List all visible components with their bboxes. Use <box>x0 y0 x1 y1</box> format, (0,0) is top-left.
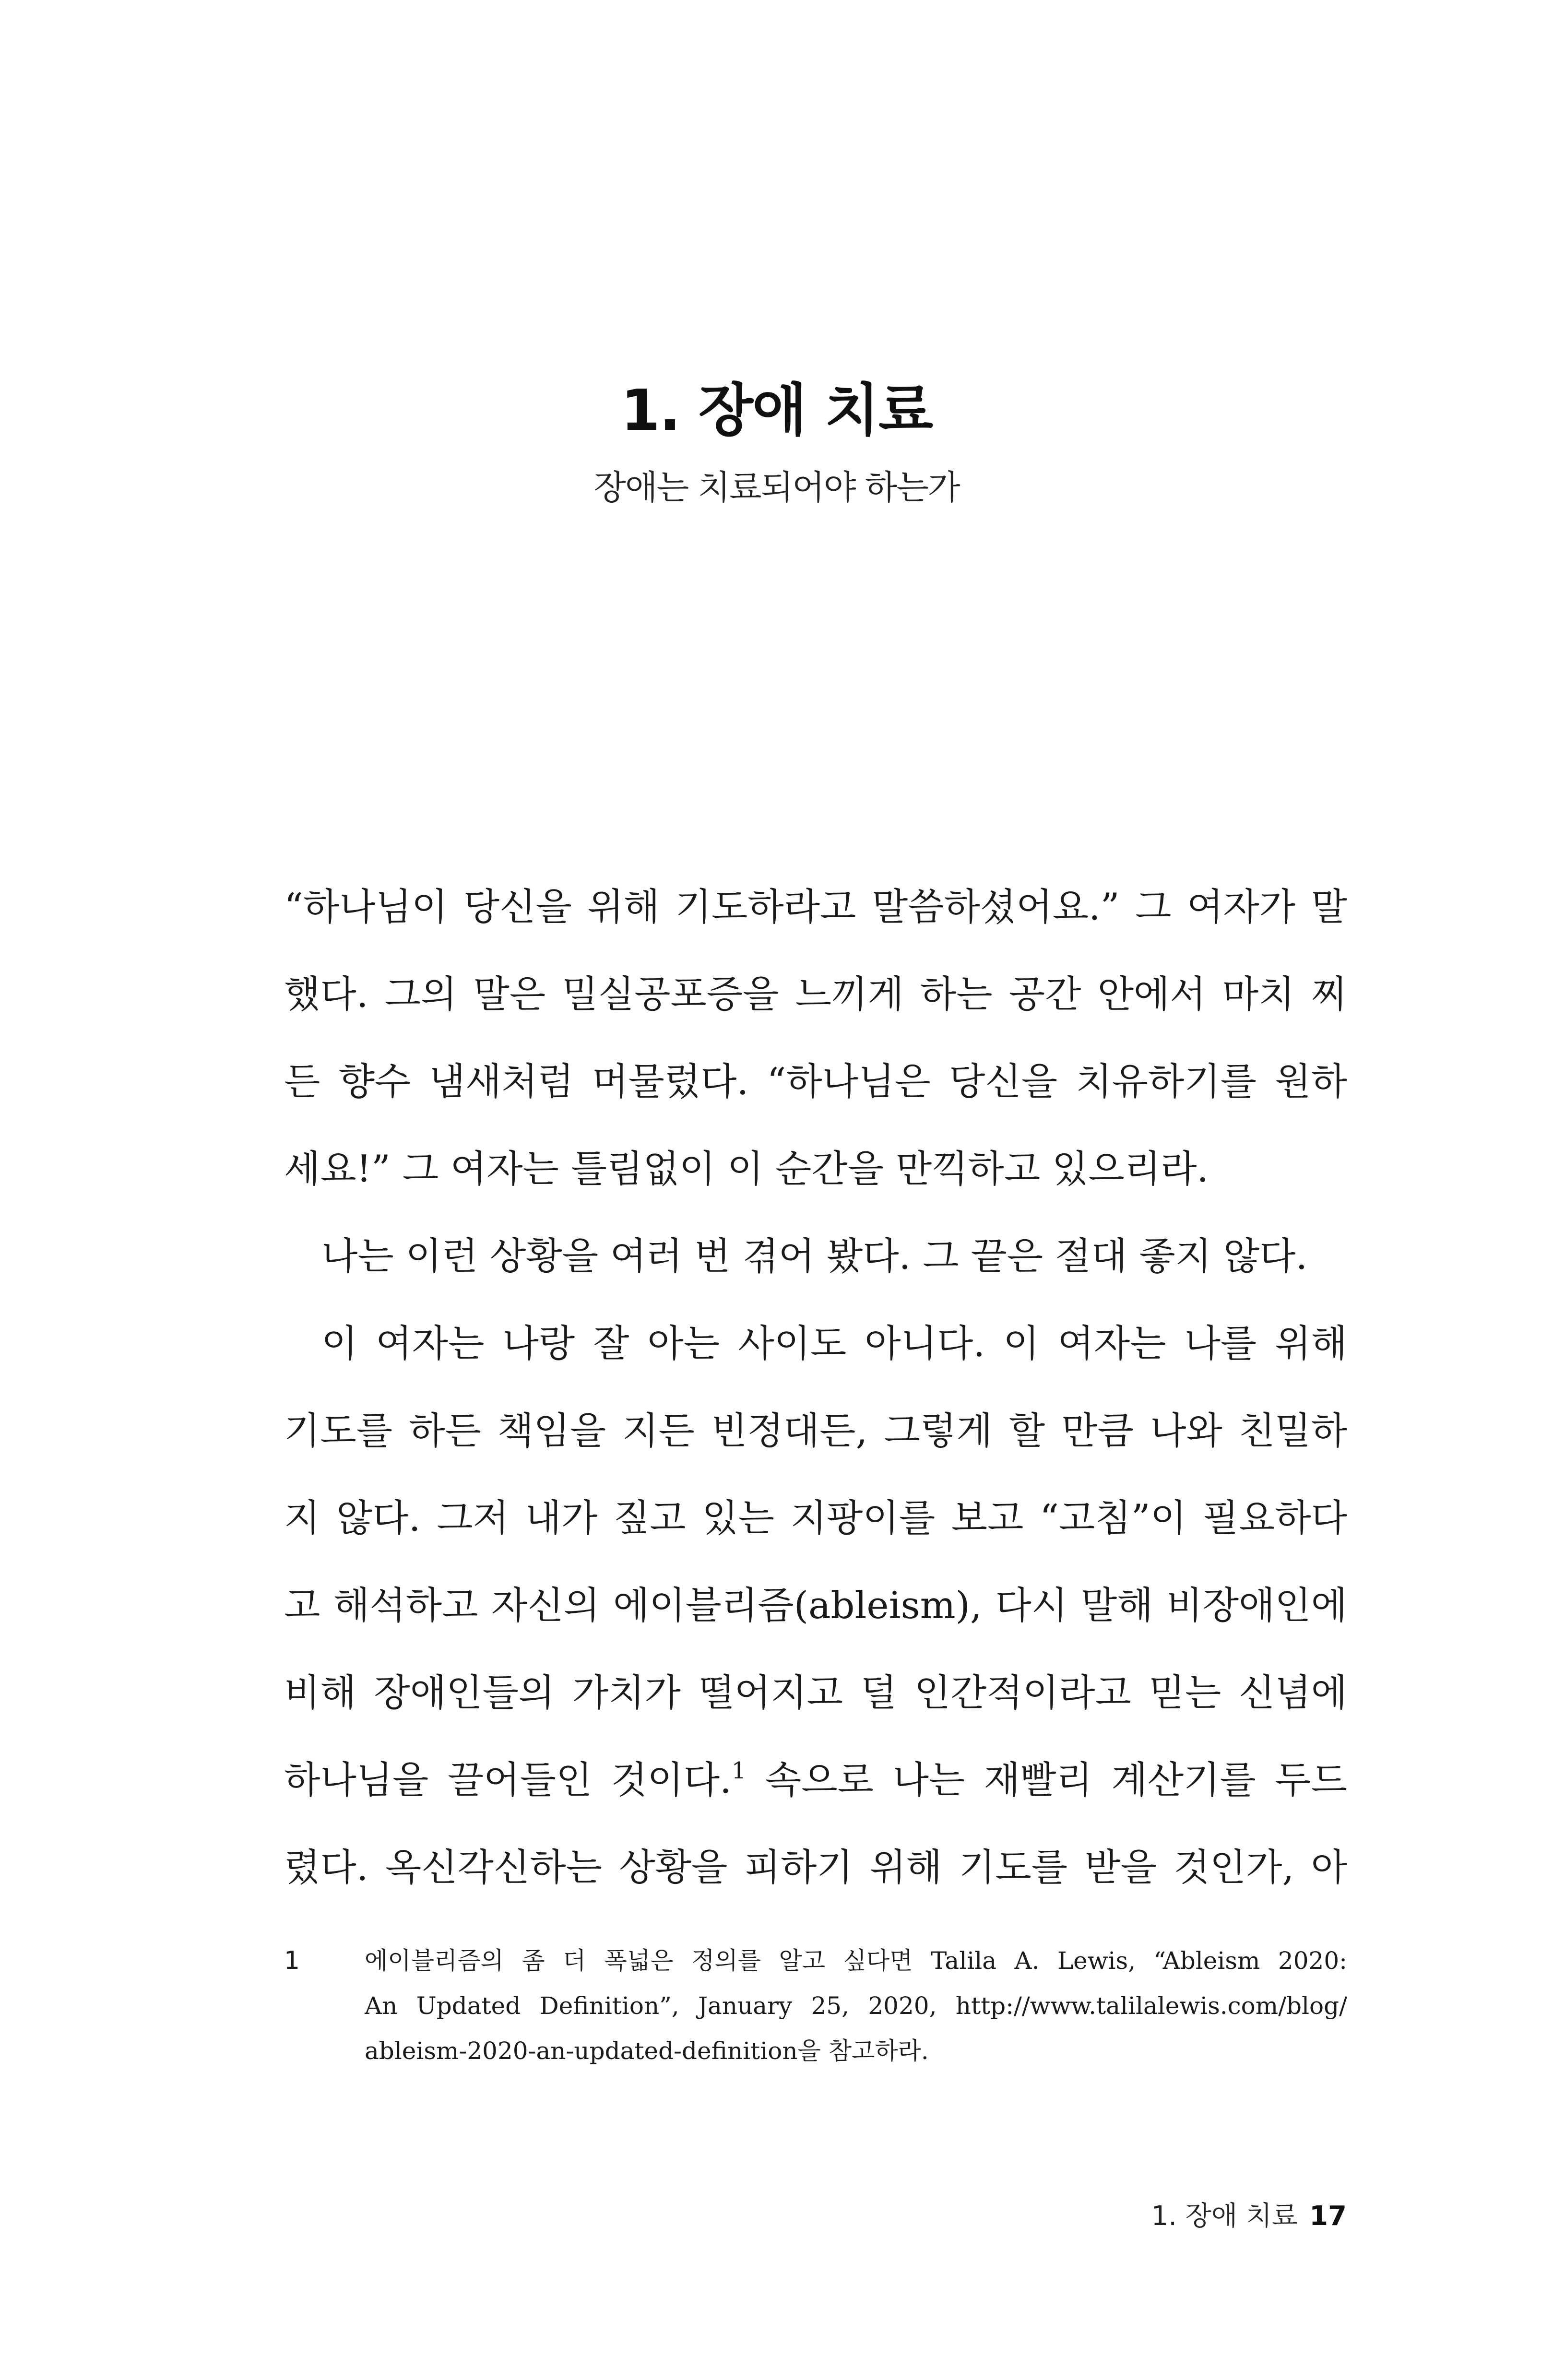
body-line: 지 않다. 그저 내가 짚고 있는 지팡이를 보고 “고침”이 필요하다 <box>284 1497 1347 1540</box>
body-text <box>284 864 1347 1911</box>
footnote-line: An Updated Definition”, January 25, 2020, http://www.talilalewis.com/blog/ <box>365 1992 1347 2020</box>
footnote-reference[interactable]: 1 <box>731 1757 747 1784</box>
body-line: 세요!” 그 여자는 틀림없이 이 순간을 만끽하고 있으리라. <box>284 1148 1209 1191</box>
running-head: 1. 장애 치료 <box>1151 2201 1298 2232</box>
footnote-number: 1 <box>284 1946 300 1975</box>
body-line: 고 해석하고 자신의 에이블리즘(ableism), 다시 말해 비장애인에 <box>284 1584 1347 1627</box>
body-line: 이 여자는 나랑 잘 아는 사이도 아니다. 이 여자는 나를 위해 <box>321 1322 1347 1365</box>
chapter-subtitle: 장애는 치료되어야 하는가 <box>593 468 960 507</box>
body-line: 렸다. 옥신각신하는 상황을 피하기 위해 기도를 받을 것인가, 아 <box>284 1846 1347 1889</box>
chapter-title: 1. 장애 치료 <box>620 377 933 443</box>
body-line: 했다. 그의 말은 밀실공포증을 느끼게 하는 공간 안에서 마치 찌 <box>284 973 1347 1016</box>
body-line: 비해 장애인들의 가치가 떨어지고 덜 인간적이라고 믿는 신념에 <box>284 1671 1347 1715</box>
body-line-part: 하나님을 끌어들인 것이다. <box>284 1759 732 1802</box>
footnote-line: 에이블리즘의 좀 더 폭넓은 정의를 알고 싶다면 Talila A. Lewis, “Ableism 2020: <box>365 1947 1347 1975</box>
page-number: 17 <box>1309 2201 1347 2232</box>
footnote-body <box>365 1938 1347 2073</box>
body-line <box>284 1737 1347 1824</box>
body-line: 나는 이런 상황을 여러 번 겪어 봤다. 그 끝은 절대 좋지 않다. <box>321 1235 1308 1278</box>
body-line: “하나님이 당신을 위해 기도하라고 말씀하셨어요.” 그 여자가 말 <box>284 886 1347 929</box>
body-line: 든 향수 냄새처럼 머물렀다. “하나님은 당신을 치유하기를 원하 <box>284 1060 1347 1103</box>
running-footer <box>1151 2195 1347 2233</box>
footnote-line: ableism-2020-an-updated-definition을 참고하라. <box>365 2037 929 2065</box>
body-line-part: 속으로 나는 재빨리 계산기를 두드 <box>746 1759 1348 1802</box>
body-line: 기도를 하든 책임을 지든 빈정대든, 그렇게 할 만큼 나와 친밀하 <box>284 1409 1347 1453</box>
